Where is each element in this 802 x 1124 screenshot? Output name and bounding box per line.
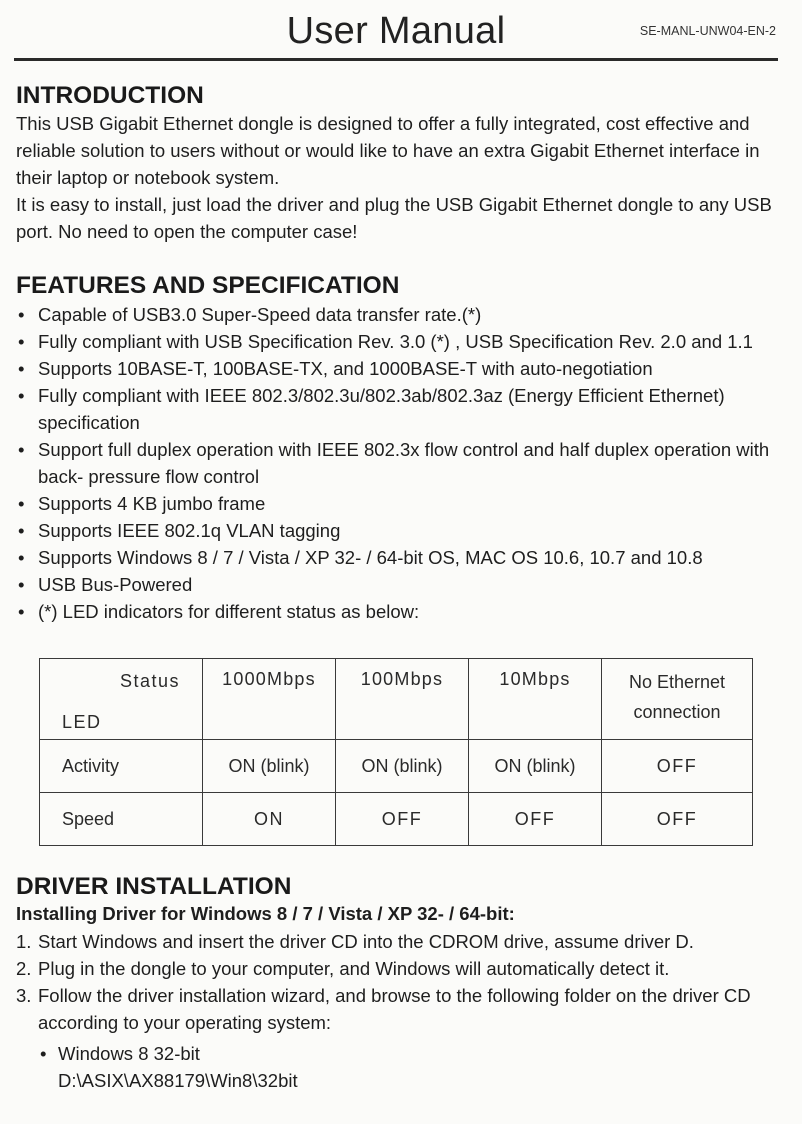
list-item-text: Capable of USB3.0 Super-Speed data transfer rate.(*) <box>38 304 482 325</box>
list-item-text: Supports Windows 8 / 7 / Vista / XP 32- / 64-bit OS, MAC OS 10.6, 10.7 and 10.8 <box>38 547 703 568</box>
step-text: Follow the driver installation wizard, and browse to the following folder on the driver CD according to your operating system: <box>38 985 751 1033</box>
list-item-text: Support full duplex operation with IEEE 802.3x flow control and half duplex operation with back- pressure flow control <box>38 439 770 487</box>
bullet-icon: • <box>18 331 25 352</box>
table-cell: OFF <box>602 793 753 846</box>
step-text: Start Windows and insert the driver CD into the CDROM drive, assume driver D. <box>38 931 694 952</box>
no-ethernet-line-2: connection <box>633 702 721 722</box>
table-cell: ON <box>203 793 336 846</box>
introduction-heading: INTRODUCTION <box>16 82 204 109</box>
table-row <box>40 740 753 793</box>
table-cell: ON (blink) <box>336 740 469 793</box>
list-item-text: (*) LED indicators for different status as below: <box>38 601 420 622</box>
list-item <box>16 328 786 355</box>
table-cell: OFF <box>469 793 602 846</box>
table-cell: OFF <box>336 793 469 846</box>
document-code: SE-MANL-UNW04-EN-2 <box>639 24 776 38</box>
bullet-icon: • <box>18 547 25 568</box>
list-item <box>16 382 786 436</box>
bullet-icon: • <box>18 493 25 514</box>
row-label: Activity <box>40 740 203 793</box>
led-status-table <box>39 658 753 846</box>
bullet-icon: • <box>18 520 25 541</box>
os-folder-list <box>38 1040 298 1094</box>
step-number: 1. <box>16 931 32 952</box>
bullet-icon: • <box>18 574 25 595</box>
driver-path: D:\ASIX\AX88179\Win8\32bit <box>58 1070 298 1091</box>
list-item <box>16 982 786 1036</box>
list-item-text: Supports 10BASE-T, 100BASE-TX, and 1000BASE-T with auto-negotiation <box>38 358 653 379</box>
list-item <box>16 355 786 382</box>
column-header: 1000Mbps <box>203 659 336 740</box>
table-row <box>40 793 753 846</box>
corner-status-label: Status <box>119 671 180 691</box>
table-cell: ON (blink) <box>469 740 602 793</box>
bullet-icon: • <box>40 1043 47 1064</box>
list-item <box>16 928 786 955</box>
list-item <box>38 1040 298 1094</box>
table-header-row <box>40 659 753 740</box>
introduction-paragraph-1: This USB Gigabit Ethernet dongle is designed to offer a fully integrated, cost effective and reliable solution to users without or would like to have an extra Gigabit Ethernet interface in their laptop or notebook system. <box>16 113 760 188</box>
list-item <box>16 301 786 328</box>
list-item <box>16 436 786 490</box>
bullet-icon: • <box>18 601 25 622</box>
list-item-text: USB Bus-Powered <box>38 574 193 595</box>
features-list <box>16 301 786 625</box>
column-header: 10Mbps <box>469 659 602 740</box>
list-item <box>16 598 786 625</box>
row-label: Speed <box>40 793 203 846</box>
list-item <box>16 544 786 571</box>
step-text: Plug in the dongle to your computer, and Windows will automatically detect it. <box>38 958 670 979</box>
driver-subheading: Installing Driver for Windows 8 / 7 / Vista / XP 32- / 64-bit: <box>16 903 515 924</box>
bullet-icon: • <box>18 358 25 379</box>
bullet-icon: • <box>18 304 25 325</box>
column-header-no-ethernet <box>602 659 753 740</box>
table-corner-cell <box>40 659 203 740</box>
table-cell: ON (blink) <box>203 740 336 793</box>
introduction-paragraph-2: It is easy to install, just load the driver and plug the USB Gigabit Ethernet dongle to any USB port. No need to open the computer case! <box>16 194 772 242</box>
page-header <box>14 0 778 61</box>
list-item-text: Supports 4 KB jumbo frame <box>38 493 266 514</box>
os-name: Windows 8 32-bit <box>58 1043 200 1064</box>
features-heading: FEATURES AND SPECIFICATION <box>16 272 400 299</box>
page-title: User Manual <box>286 10 506 52</box>
bullet-icon: • <box>18 439 25 460</box>
step-number: 2. <box>16 958 32 979</box>
bullet-icon: • <box>18 385 25 406</box>
list-item <box>16 571 786 598</box>
introduction-text <box>16 110 786 245</box>
list-item <box>16 517 786 544</box>
list-item-text: Fully compliant with USB Specification Rev. 3.0 (*) , USB Specification Rev. 2.0 and 1.1 <box>38 331 753 352</box>
driver-installation-heading: DRIVER INSTALLATION <box>16 873 292 900</box>
list-item-text: Supports IEEE 802.1q VLAN tagging <box>38 520 341 541</box>
list-item-text: Fully compliant with IEEE 802.3/802.3u/802.3ab/802.3az (Energy Efficient Ethernet) specification <box>38 385 725 433</box>
table-cell: OFF <box>602 740 753 793</box>
installation-steps <box>16 928 786 1036</box>
column-header: 100Mbps <box>336 659 469 740</box>
list-item <box>16 955 786 982</box>
corner-led-label: LED <box>62 712 102 732</box>
step-number: 3. <box>16 985 32 1006</box>
no-ethernet-line-1: No Ethernet <box>628 672 726 692</box>
list-item <box>16 490 786 517</box>
